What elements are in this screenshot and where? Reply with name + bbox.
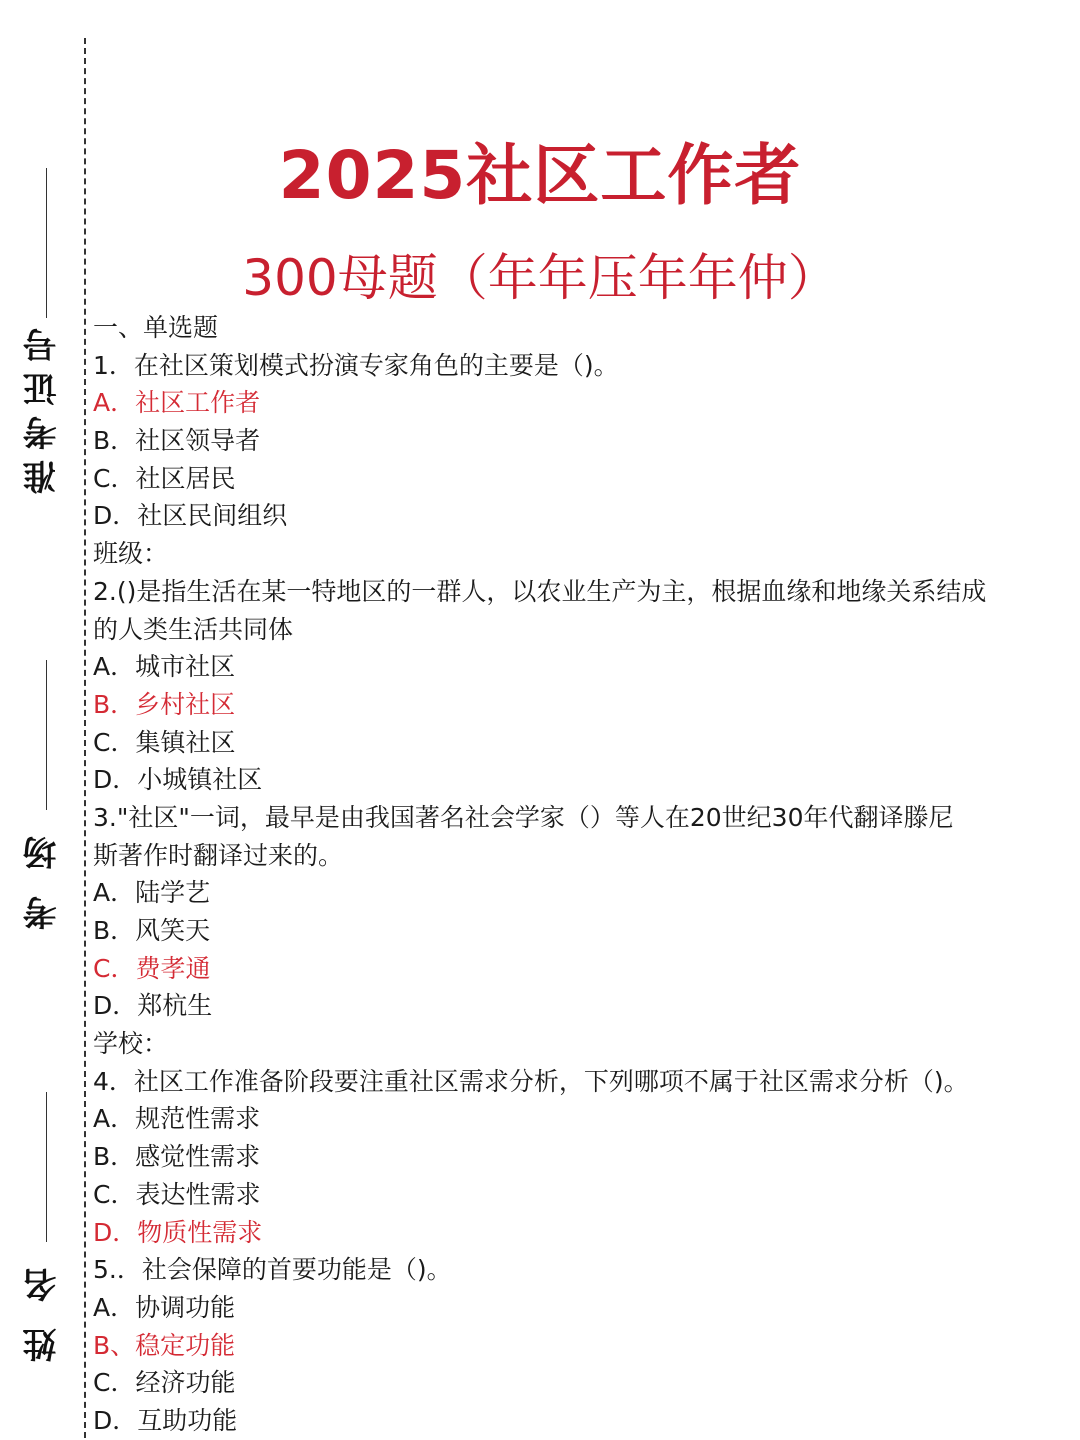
- question-line: 班级：: [93, 539, 169, 569]
- question-line: 4．社区工作准备阶段要注重社区需求分析，下列哪项不属于社区需求分析（)。: [93, 1066, 969, 1096]
- side-field-name: [22, 1092, 62, 1362]
- section-heading: 一、单选题: [93, 313, 219, 342]
- answer-option-correct: A．社区工作者: [93, 388, 261, 418]
- question-line: A．协调功能: [93, 1292, 236, 1322]
- side-label-exam-room: 考场: [22, 810, 63, 930]
- question-line: 斯著作时翻译过来的。: [93, 840, 344, 870]
- question-line: C．集镇社区: [93, 727, 236, 757]
- answer-option-correct: C．费孝通: [93, 953, 211, 983]
- question-line: 2.()是指生活在某一特地区的一群人，以农业生产为主，根据血缘和地缘关系结成: [93, 576, 987, 606]
- question-line: 1．在社区策划模式扮演专家角色的主要是（)。: [93, 350, 619, 380]
- side-label-exam-number: 准考证号: [22, 318, 63, 494]
- question-line: A．规范性需求: [93, 1104, 261, 1134]
- question-line: 5.．社会保障的首要功能是（)。: [93, 1255, 452, 1285]
- question-line: C．表达性需求: [93, 1179, 261, 1209]
- question-lines: [93, 347, 1073, 1440]
- answer-option-correct: B．乡村社区: [93, 689, 236, 719]
- question-line: A．陆学艺: [93, 878, 211, 908]
- question-list: [93, 309, 1073, 1440]
- question-line: B．感觉性需求: [93, 1142, 261, 1172]
- question-line: D．互助功能: [93, 1405, 238, 1435]
- question-line: B．风笑天: [93, 916, 211, 945]
- question-line: 3."社区"一词，最早是由我国著名社会学家（）等人在20世纪30年代翻译滕尼: [93, 802, 954, 832]
- side-label-name: 姓名: [22, 1242, 63, 1362]
- question-line: 的人类生活共同体: [93, 614, 294, 644]
- answer-option-correct: D．物质性需求: [93, 1217, 263, 1247]
- page-title: 2025社区工作者: [278, 137, 802, 214]
- question-line: D．社区民间组织: [93, 501, 288, 531]
- side-underline: [46, 660, 47, 810]
- question-line: A．城市社区: [93, 652, 236, 682]
- question-line: B．社区领导者: [93, 426, 261, 456]
- answer-option-correct: B、稳定功能: [93, 1330, 236, 1360]
- question-line: C．社区居民: [93, 463, 236, 493]
- question-line: 学校：: [93, 1029, 169, 1059]
- page-subtitle: 300母题（年年压年年仲）: [242, 249, 838, 307]
- question-line: D．小城镇社区: [93, 765, 263, 795]
- side-underline: [46, 1092, 47, 1242]
- question-line: D．郑杭生: [93, 991, 213, 1021]
- side-field-exam-room: [22, 660, 62, 930]
- question-line: C．经济功能: [93, 1368, 236, 1398]
